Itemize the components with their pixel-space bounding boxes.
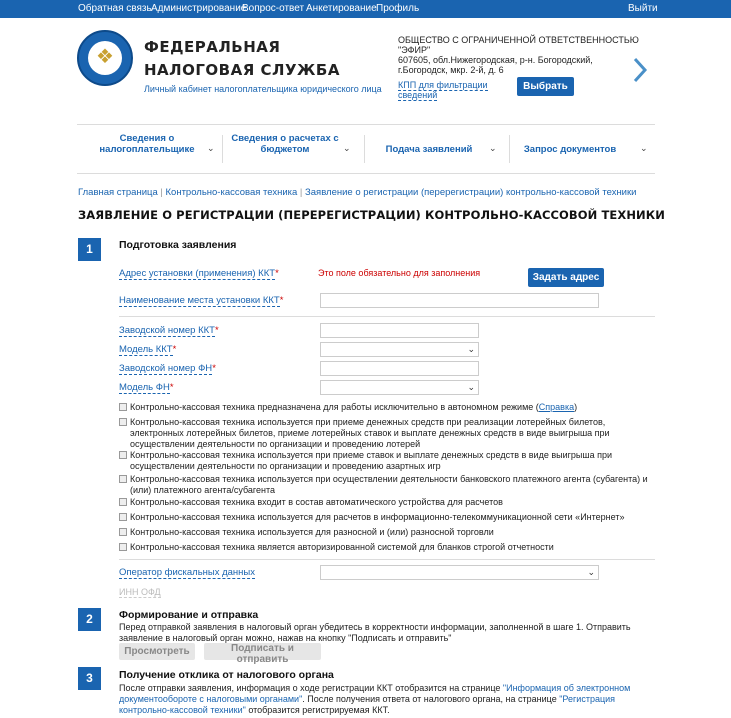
admin-link[interactable]: Администрирование: [151, 3, 247, 14]
logout-link[interactable]: Выйти: [628, 3, 658, 14]
step2-title: Формирование и отправка: [119, 609, 259, 621]
internet-checkbox[interactable]: [119, 513, 127, 521]
step2-text: Перед отправкой заявления в налоговый орган убедитесь в корректности информации, заполненной в шаге 1. Отправить заявление в налоговый орган можно, нажав на кнопку "Подписать и отправить": [119, 622, 631, 643]
edo-info-link[interactable]: "Информация об электронном документообороте с налоговыми органами": [119, 683, 631, 704]
step1-title: Подготовка заявления: [119, 239, 237, 251]
choose-kpp-button[interactable]: Выбрать: [517, 77, 574, 96]
peddling-label: Контрольно-кассовая техника используется для разносной и (или) разносной торговли: [130, 527, 494, 537]
fn-serial-label: Заводской номер ФН*: [119, 363, 216, 374]
top-bar: [0, 0, 731, 18]
chevron-down-icon: ⌄: [207, 143, 215, 153]
breadcrumb-home[interactable]: Главная страница: [78, 187, 158, 198]
chevron-down-icon: ⌄: [587, 567, 595, 577]
model-label: Модель ККТ*: [119, 344, 177, 355]
fns-emblem-icon[interactable]: ❖: [77, 30, 133, 86]
chevron-down-icon: ⌄: [467, 344, 475, 354]
faq-link[interactable]: Вопрос-ответ: [242, 3, 305, 14]
chevron-down-icon: ⌄: [489, 143, 497, 153]
fn-serial-input[interactable]: [320, 361, 479, 376]
step3-title: Получение отклика от налогового органа: [119, 669, 334, 681]
kpp-filter-link[interactable]: КПП для фильтрации сведений: [398, 80, 488, 100]
serial-label: Заводской номер ККТ*: [119, 325, 219, 336]
fn-model-select[interactable]: [320, 380, 479, 395]
nav-applications[interactable]: Подача заявлений: [385, 144, 473, 155]
bso-checkbox[interactable]: [119, 543, 127, 551]
bso-label: Контрольно-кассовая техника является авторизированной системой для бланков строгой отчетности: [130, 542, 554, 552]
chevron-down-icon: ⌄: [467, 382, 475, 392]
payment-agent-checkbox[interactable]: [119, 475, 127, 483]
profile-link[interactable]: Профиль: [376, 3, 420, 14]
autonomous-mode-checkbox[interactable]: [119, 403, 127, 411]
help-link[interactable]: Справка: [538, 402, 575, 412]
kkt-registration-link[interactable]: "Регистрация контрольно-кассовой техники": [119, 694, 616, 715]
gambling-label: Контрольно-кассовая техника используется при приеме ставок и выплате денежных средств в виде выигрыша при осуществлении деятельности по организации и проведению азартных игр: [130, 450, 612, 471]
org-name: ОБЩЕСТВО С ОГРАНИЧЕННОЙ ОТВЕТСТВЕННОСТЬЮ "ЭФИР" 607605, обл.Нижегородская, р-н. Богородский, г.Богородск, мкр. 2-й, д. 6: [398, 35, 639, 75]
site-title-line1: ФЕДЕРАЛЬНАЯ: [144, 38, 281, 56]
lottery-checkbox[interactable]: [119, 418, 127, 426]
breadcrumb: Главная страница | Контрольно-кассовая техника | Заявление о регистрации (перерегистрации) контрольно-кассовой техники: [78, 187, 637, 198]
peddling-checkbox[interactable]: [119, 528, 127, 536]
page-title: ЗАЯВЛЕНИЕ О РЕГИСТРАЦИИ (ПЕРЕРЕГИСТРАЦИИ) КОНТРОЛЬНО-КАССОВОЙ ТЕХНИКИ: [78, 208, 666, 222]
autonomous-mode-label: Контрольно-кассовая техника предназначена для работы исключительно в автономном режиме (Справка): [130, 402, 578, 412]
set-address-button[interactable]: Задать адрес: [528, 268, 604, 287]
address-error: Это поле обязательно для заполнения: [318, 268, 481, 278]
site-title-line2: НАЛОГОВАЯ СЛУЖБА: [144, 61, 340, 79]
breadcrumb-kkt[interactable]: Контрольно-кассовая техника: [165, 187, 298, 198]
step3-text: После отправки заявления, информация о ходе регистрации ККТ отобразится на странице "Информация об электронном документообороте с налоговыми органами". После получения ответа от налогового органа, на странице "Регистрация контрольно-кассовой техники" отобразится регистрируемая ККТ.: [119, 683, 631, 715]
nav-taxpayer-info[interactable]: Сведения о налогоплательщике: [99, 133, 195, 155]
survey-link[interactable]: Анкетирование: [306, 3, 377, 14]
serial-input[interactable]: [320, 323, 479, 338]
step-number-3: 3: [78, 667, 101, 690]
gambling-checkbox[interactable]: [119, 451, 127, 459]
internet-label: Контрольно-кассовая техника используется для расчетов в информационно-телекоммуникационной сети «Интернет»: [130, 512, 625, 522]
nav-document-request[interactable]: Запрос документов: [523, 144, 617, 155]
ofd-select[interactable]: [320, 565, 599, 580]
address-label[interactable]: Адрес установки (применения) ККТ*: [119, 268, 279, 279]
payment-agent-label: Контрольно-кассовая техника используется при осуществлении деятельности банковского платежного агента (субагента) и (или) платежного агента/субагента: [130, 474, 648, 495]
ofd-label: Оператор фискальных данных: [119, 567, 256, 578]
sign-and-send-button[interactable]: Подписать и отправить: [204, 643, 321, 660]
chevron-right-icon[interactable]: [632, 56, 648, 87]
place-label: Наименование места установки ККТ*: [119, 295, 284, 306]
automatic-device-label: Контрольно-кассовая техника входит в состав автоматического устройства для расчетов: [130, 497, 503, 507]
automatic-device-checkbox[interactable]: [119, 498, 127, 506]
breadcrumb-current[interactable]: Заявление о регистрации (перерегистрации) контрольно-кассовой техники: [305, 187, 637, 198]
place-input[interactable]: [320, 293, 599, 308]
site-subtitle: Личный кабинет налогоплательщика юридического лица: [144, 84, 382, 94]
fn-model-label: Модель ФН*: [119, 382, 174, 393]
chevron-down-icon: ⌄: [640, 143, 648, 153]
lottery-label: Контрольно-кассовая техника используется при приеме денежных средств при реализации лотерейных билетов, электронных лотерейных билетов, приеме лотерейных ставок и выплате денежных средств в виде выигрыша при осуществлении деятельности по организации и проведению лотерей: [130, 417, 610, 449]
chevron-down-icon: ⌄: [343, 143, 351, 153]
ofd-inn-label: ИНН ОФД: [119, 587, 161, 597]
nav-budget-settlements[interactable]: Сведения о расчетах с бюджетом: [231, 133, 339, 155]
feedback-link[interactable]: Обратная связь: [78, 3, 152, 14]
preview-button[interactable]: Просмотреть: [119, 643, 195, 660]
step-number-2: 2: [78, 608, 101, 631]
step-number-1: 1: [78, 238, 101, 261]
model-select[interactable]: [320, 342, 479, 357]
